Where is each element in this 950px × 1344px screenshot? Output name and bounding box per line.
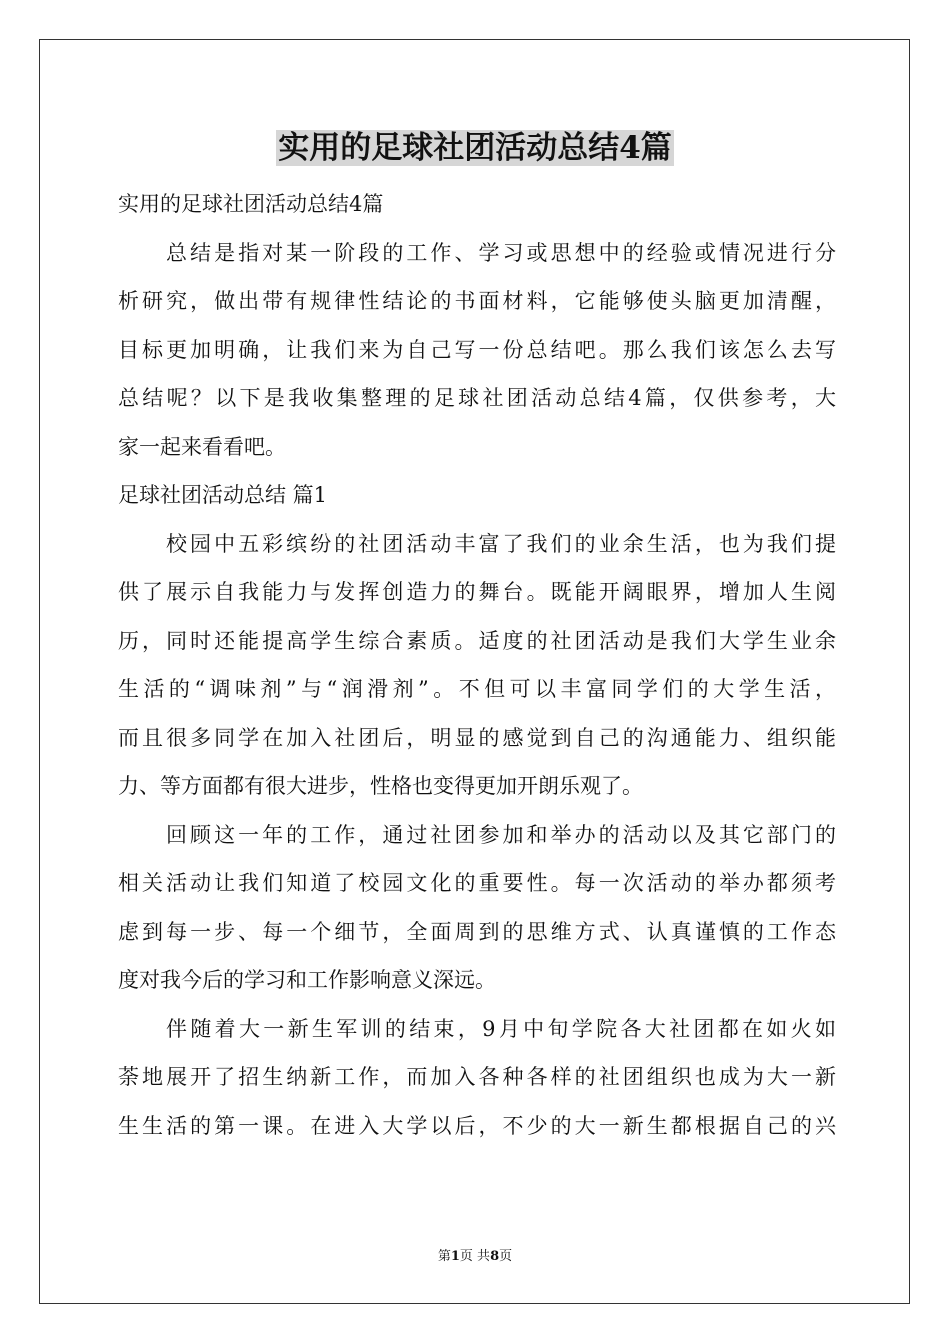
intro-line-4: 总结呢？以下是我收集整理的足球社团活动总结4篇，仅供参考，大: [118, 386, 836, 410]
subtitle-line: 实用的足球社团活动总结4篇: [118, 192, 384, 216]
para1-line-2: 供了展示自我能力与发挥创造力的舞台。既能开阔眼界，增加人生阅: [118, 580, 836, 604]
para2-line-1: 回顾这一年的工作，通过社团参加和举办的活动以及其它部门的: [166, 822, 836, 847]
page-footer: [0, 1248, 950, 1266]
para1-line-1: 校园中五彩缤纷的社团活动丰富了我们的业余生活，也为我们提: [166, 531, 836, 556]
document-title: [0, 126, 950, 170]
intro-line-5: 家一起来看看吧。: [118, 434, 286, 459]
para2-line-2: 相关活动让我们知道了校园文化的重要性。每一次活动的举办都须考: [118, 871, 836, 895]
document-body: [118, 180, 836, 1150]
para1-line-4: 生活的“调味剂”与“润滑剂”。不但可以丰富同学们的大学生活，: [118, 677, 836, 701]
para3-line-1: 伴随着大一新生军训的结束，9月中旬学院各大社团都在如火如: [166, 1016, 836, 1041]
document-title-text: 实用的足球社团活动总结4篇: [278, 130, 672, 166]
page-current-number: 1: [450, 1249, 460, 1264]
intro-line-3: 目标更加明确，让我们来为自己写一份总结吧。那么我们该怎么去写: [118, 337, 836, 362]
page-total-number: 8: [490, 1249, 500, 1264]
page-suffix: 页: [499, 1249, 513, 1264]
page-mid: 页 共: [459, 1249, 491, 1264]
para1-line-5: 而且很多同学在加入社团后，明显的感觉到自己的沟通能力、组织能: [118, 725, 836, 750]
para3-line-3: 生生活的第一课。在进入大学以后，不少的大一新生都根据自己的兴: [118, 1113, 836, 1138]
para2-line-3: 虑到每一步、每一个细节，全面周到的思维方式、认真谨慎的工作态: [118, 919, 836, 944]
para1-line-6: 力、等方面都有很大进步，性格也变得更加开朗乐观了。: [118, 774, 643, 798]
intro-line-1: 总结是指对某一阶段的工作、学习或思想中的经验或情况进行分: [166, 240, 836, 265]
intro-line-2: 析研究，做出带有规律性结论的书面材料，它能够使头脑更加清醒，: [118, 289, 836, 313]
para1-line-3: 历，同时还能提高学生综合素质。适度的社团活动是我们大学生业余: [118, 628, 836, 653]
page-prefix: 第: [437, 1249, 451, 1264]
para3-line-2: 荼地展开了招生纳新工作，而加入各种各样的社团组织也成为大一新: [118, 1065, 836, 1089]
section-heading: 足球社团活动总结 篇1: [118, 483, 328, 507]
para2-line-4: 度对我今后的学习和工作影响意义深远。: [118, 968, 496, 992]
